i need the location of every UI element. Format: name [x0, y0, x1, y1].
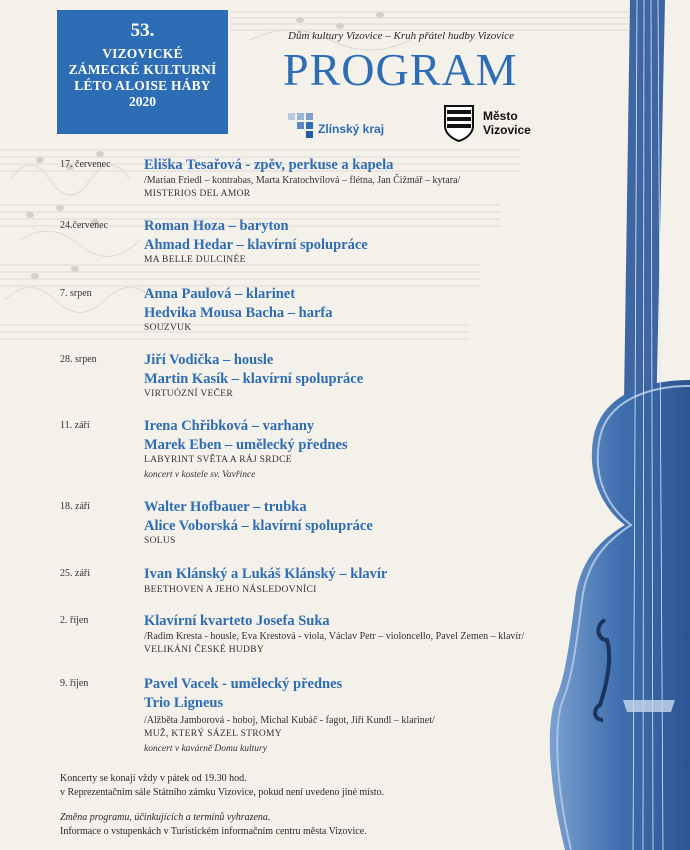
event-venue-note: koncert v kostele sv. Vavřince	[144, 470, 256, 480]
event-members: /Radim Kresta - housle, Eva Krestová - viola, Václav Petr – violoncello, Pavel Zemen – klavír/	[144, 631, 525, 642]
mesto-vizovice-logo	[443, 104, 553, 144]
event-date: 2. říjen	[60, 615, 89, 626]
footer-venue-note: v Reprezentačním sále Státního zámku Vizovice, pokud není uvedeno jiné místo.	[60, 787, 385, 798]
festival-edition-number: 53.	[130, 20, 155, 41]
program-heading: PROGRAM	[283, 44, 518, 95]
event-members: /Alžběta Jamborová - hoboj, Michal Kubáč - fagot, Jiří Kundl – klarinet/	[144, 715, 435, 726]
event-performer: Anna Paulová – klarinet	[144, 286, 296, 302]
event-performer: Walter Hofbauer – trubka	[144, 499, 307, 515]
event-date: 11. září	[60, 420, 90, 431]
event-date: 9. říjen	[60, 678, 89, 689]
mesto-vizovice-label: Město Vizovice	[483, 109, 531, 137]
event-date: 7. srpen	[60, 288, 92, 299]
event-subtitle: MA BELLE DULCINÉE	[144, 255, 246, 265]
event-performer: Jiří Vodička – housle	[144, 352, 274, 368]
festival-title: VIZOVICKÉ ZÁMECKÉ KULTURNÍ LÉTO ALOISE HÁBY	[68, 46, 217, 93]
zlinsky-kraj-logo	[288, 113, 408, 143]
event-date: 17. červenec	[60, 159, 111, 170]
event-subtitle: VELIKÁNI ČESKÉ HUDBY	[144, 645, 264, 655]
event-venue-note: koncert v kavárně Domu kultury	[144, 744, 267, 754]
event-subtitle: BEETHOVEN A JEHO NÁSLEDOVNÍCI	[144, 585, 317, 595]
event-performer: Martin Kasík – klavírní spolupráce	[144, 371, 364, 387]
event-date: 25. září	[60, 568, 90, 579]
event-performer: Ahmad Hedar – klavírní spolupráce	[144, 237, 368, 253]
event-performer: Eliška Tesařová - zpěv, perkuse a kapela	[144, 157, 394, 173]
event-performer: Alice Voborská – klavírní spolupráce	[144, 518, 373, 534]
event-performer: Marek Eben – umělecký přednes	[144, 437, 348, 453]
festival-year: 2020	[129, 94, 156, 109]
event-subtitle: SOLUS	[144, 536, 176, 546]
event-performer: Ivan Klánský a Lukáš Klánský – klavír	[144, 566, 388, 582]
event-date: 28. srpen	[60, 354, 97, 365]
event-subtitle: LABYRINT SVĚTA A RÁJ SRDCE	[144, 455, 292, 465]
footer-schedule-note: Koncerty se konají vždy v pátek od 19.30 hod.	[60, 773, 247, 784]
event-date: 24.červenec	[60, 220, 109, 231]
festival-badge	[57, 10, 228, 134]
event-performer: Pavel Vacek - umělecký přednes	[144, 676, 343, 692]
event-performer: Trio Ligneus	[144, 695, 224, 711]
event-performer: Irena Chřibková – varhany	[144, 418, 315, 434]
event-performer: Klavírní kvarteto Josefa Suka	[144, 613, 330, 629]
event-subtitle: VIRTUÓZNÍ VEČER	[144, 389, 233, 399]
event-performer: Roman Hoza – baryton	[144, 218, 289, 234]
event-date: 18. září	[60, 501, 90, 512]
event-members: /Marian Friedl – kontrabas, Marta Kratochvílová – flétna, Jan Čižmář – kytara/	[144, 175, 461, 186]
event-subtitle: SOUZVUK	[144, 323, 192, 333]
footer-changes-note: Změna programu, účinkujících a termínů vyhrazena.	[60, 812, 271, 823]
footer-tickets-note: Informace o vstupenkách v Turistickém informačním centru města Vizovice.	[60, 826, 367, 837]
coat-of-arms-icon	[443, 104, 475, 142]
event-subtitle: MUŽ, KTERÝ SÁZEL STROMY	[144, 729, 282, 739]
event-performer: Hedvika Mousa Bacha – harfa	[144, 305, 333, 321]
zlinsky-kraj-label: Zlínský kraj	[318, 122, 385, 136]
organizers-line: Dům kultury Vizovice – Kruh přátel hudby Vizovice	[288, 30, 514, 42]
event-subtitle: MISTERIOS DEL AMOR	[144, 189, 251, 199]
